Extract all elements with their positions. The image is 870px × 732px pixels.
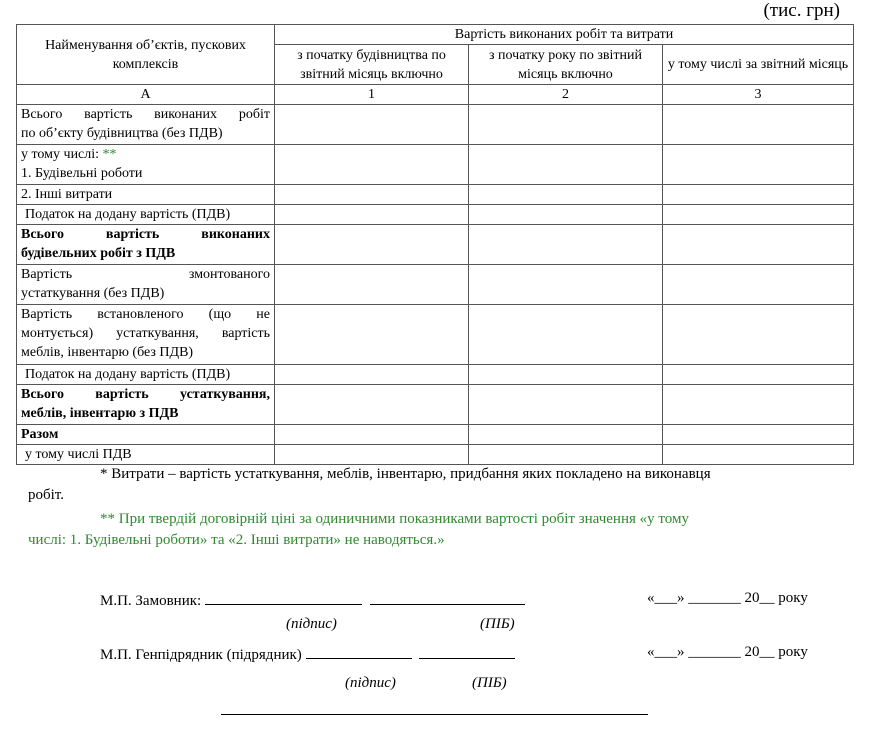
footnote-fixed-price-line2: числі: 1. Будівельні роботи» та «2. Інші витрати» не наводяться.» [28, 532, 445, 548]
works-cost-table [16, 24, 854, 465]
footnote-expenses-line2: робіт. [28, 487, 64, 503]
col1-header: з початку будівництва по звітний місяць включно [275, 45, 469, 85]
col-name-header: Найменування об’єктів, пускових комплексів [17, 25, 275, 85]
name-hint: (ПІБ) [472, 675, 507, 691]
row-label-including [17, 145, 275, 185]
row-label-line: 1. Будівельні роботи [21, 166, 143, 181]
table-row [17, 385, 854, 425]
row-label-line: у тому числі: [21, 147, 100, 162]
table-row [17, 305, 854, 365]
value-cell [469, 445, 663, 465]
value-cell [663, 225, 854, 265]
row-label-line: Всього вартість виконаних [21, 227, 270, 242]
col3-header: у тому числі за звітний місяць [663, 45, 854, 85]
row-label-line: будівельних робіт з ПДВ [21, 246, 176, 261]
value-cell [275, 425, 469, 445]
name-blank [419, 644, 515, 659]
row-label-vat: Податок на додану вартість (ПДВ) [17, 205, 275, 225]
row-label-total-with-vat [17, 225, 275, 265]
row-label-line: меблів, інвентарю (без ПДВ) [21, 345, 194, 360]
table-row [17, 105, 854, 145]
value-cell [663, 105, 854, 145]
table-row [17, 365, 854, 385]
signature-hint: (підпис) [345, 675, 396, 691]
col2-header: з початку року по звітний місяць включно [469, 45, 663, 85]
row-label-line: Вартість змонтованого [21, 267, 270, 282]
value-cell [469, 305, 663, 365]
value-cell [275, 225, 469, 265]
contractor-date: «___» _______ 20__ року [647, 644, 808, 660]
index-cell: 1 [275, 85, 469, 105]
value-cell [275, 105, 469, 145]
value-cell [469, 385, 663, 425]
customer-date: «___» _______ 20__ року [647, 590, 808, 606]
bottom-rule [221, 714, 648, 715]
row-label-other: 2. Інші витрати [17, 185, 275, 205]
row-label-vat: Податок на додану вартість (ПДВ) [17, 365, 275, 385]
index-cell: 2 [469, 85, 663, 105]
value-cell [663, 365, 854, 385]
table-row [17, 445, 854, 465]
footnote-fixed-price-line1: ** При твердій договірній ціні за одиничними показниками вартості робіт значення «у тому [100, 511, 689, 527]
row-label-line: устаткування (без ПДВ) [21, 286, 165, 301]
group-header: Вартість виконаних робіт та витрати [275, 25, 854, 45]
value-cell [663, 145, 854, 185]
index-row [17, 85, 854, 105]
row-label-line: по об’єкту будівництва (без ПДВ) [21, 126, 223, 141]
value-cell [469, 365, 663, 385]
row-label-line: меблів, інвентарю з ПДВ [21, 406, 179, 421]
value-cell [469, 145, 663, 185]
value-cell [469, 185, 663, 205]
row-label-total-no-vat [17, 105, 275, 145]
contractor-label: М.П. Генпідрядник (підрядник) [100, 647, 302, 663]
row-label-sum: Разом [17, 425, 275, 445]
value-cell [275, 445, 469, 465]
value-cell [275, 265, 469, 305]
value-cell [469, 205, 663, 225]
row-label-mounted [17, 265, 275, 305]
row-label-including-vat: у тому числі ПДВ [17, 445, 275, 465]
value-cell [469, 425, 663, 445]
value-cell [663, 185, 854, 205]
value-cell [469, 265, 663, 305]
value-cell [275, 205, 469, 225]
table-row [17, 145, 854, 185]
index-cell: А [17, 85, 275, 105]
value-cell [275, 145, 469, 185]
table-row [17, 225, 854, 265]
value-cell [663, 205, 854, 225]
name-hint: (ПІБ) [480, 616, 515, 632]
row-label-installed [17, 305, 275, 365]
index-cell: 3 [663, 85, 854, 105]
value-cell [275, 385, 469, 425]
row-label-line: Вартість встановленого (що не [21, 307, 270, 322]
table-row [17, 185, 854, 205]
row-label-line: Всього вартість виконаних робіт [21, 107, 270, 122]
row-label-line: Всього вартість устаткування, [21, 387, 270, 402]
footnote-expenses-line1: * Витрати – вартість устаткування, меблів, інвентарю, придбання яких покладено на виконавця [100, 466, 711, 482]
unit-label: (тис. грн) [763, 0, 840, 21]
table-row [17, 265, 854, 305]
value-cell [275, 185, 469, 205]
table-row [17, 205, 854, 225]
value-cell [663, 385, 854, 425]
value-cell [663, 265, 854, 305]
double-star-mark: ** [102, 147, 117, 162]
signature-blank [205, 590, 362, 605]
signature-blank [306, 644, 412, 659]
value-cell [663, 425, 854, 445]
customer-label: М.П. Замовник: [100, 593, 202, 609]
value-cell [275, 305, 469, 365]
table-row [17, 425, 854, 445]
value-cell [469, 105, 663, 145]
value-cell [663, 445, 854, 465]
name-blank [370, 590, 525, 605]
row-label-line: монтується) устаткування, вартість [21, 326, 270, 341]
row-label-equipment-total [17, 385, 275, 425]
signature-hint: (підпис) [286, 616, 337, 632]
value-cell [663, 305, 854, 365]
customer-signature-line [100, 590, 525, 610]
contractor-signature-line [100, 644, 515, 664]
value-cell [469, 225, 663, 265]
value-cell [275, 365, 469, 385]
